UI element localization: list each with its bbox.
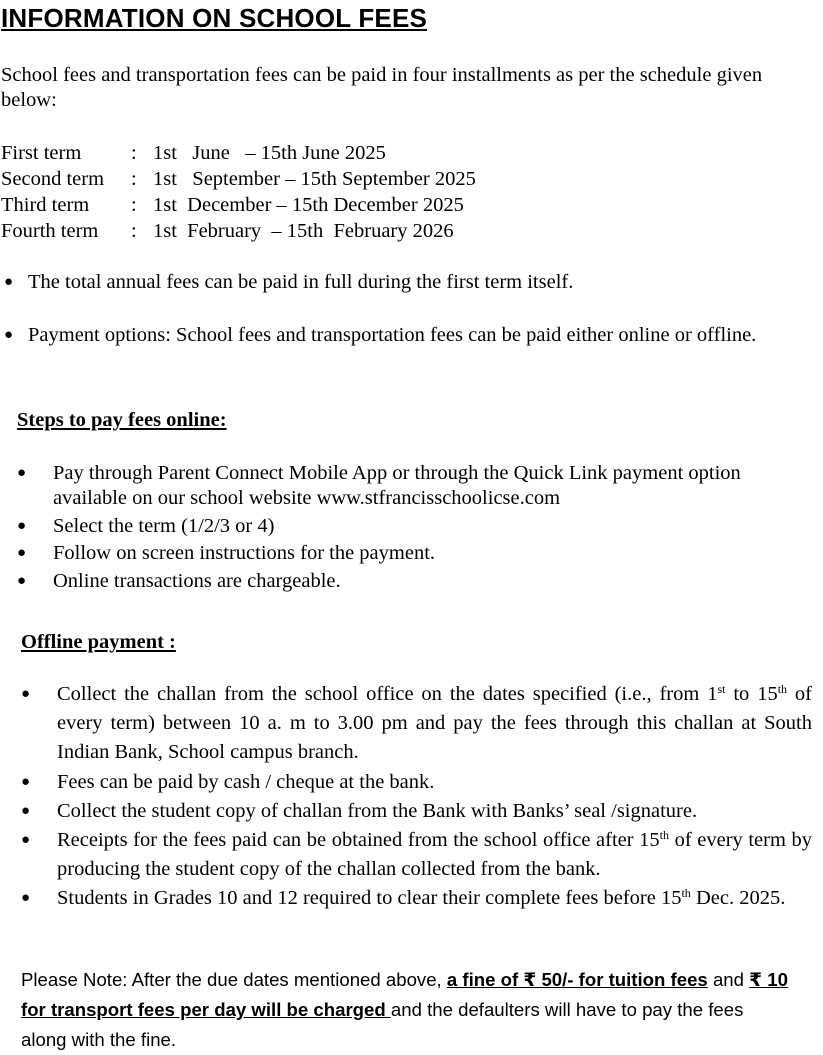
- fine-notice: [21, 965, 791, 1055]
- bullet-icon: ●: [4, 327, 14, 343]
- bullet-text: Pay through Parent Connect Mobile App or through the Quick Link payment option available on our school website www.stfrancisschoolicse.com: [53, 462, 741, 509]
- term-dates: 1st September – 15th September 2025: [153, 168, 476, 190]
- term-row-third: [1, 192, 476, 218]
- list-item-offline-step: [21, 768, 812, 797]
- list-item-online-step: [17, 541, 812, 566]
- bullet-icon: ●: [21, 832, 31, 848]
- term-colon: :: [131, 194, 137, 216]
- tuition-fine-text: a fine of ₹ 50/- for tuition fees: [446, 969, 708, 990]
- term-name: Third term: [1, 194, 90, 216]
- list-item-offline-step: [21, 884, 812, 913]
- note-mid: and: [707, 969, 750, 990]
- list-item-payment-options: [4, 323, 794, 348]
- bullet-icon: ●: [21, 890, 31, 906]
- text-run: Students in Grades 10 and 12 required to clear their complete fees before 15: [57, 887, 682, 909]
- term-name: Fourth term: [1, 220, 99, 242]
- term-row-first: [1, 140, 476, 166]
- bullet-icon: ●: [17, 545, 27, 561]
- bullet-text: Online transactions are chargeable.: [53, 570, 341, 592]
- term-row-fourth: [1, 218, 476, 244]
- note-tail: and the defaulters will have to pay the fees along with the fine.: [21, 999, 744, 1050]
- term-row-second: [1, 166, 476, 192]
- bullet-icon: ●: [17, 518, 27, 534]
- superscript: th: [659, 828, 670, 842]
- list-item-offline-step: [21, 826, 812, 884]
- term-name: Second term: [1, 168, 105, 190]
- bullet-text: Select the term (1/2/3 or 4): [53, 515, 275, 537]
- bullet-text: Payment options: School fees and transportation fees can be paid either online or offline.: [28, 324, 757, 346]
- text-run: Collect the challan from the school office on the dates specified (i.e., from 1: [57, 683, 718, 705]
- list-item-offline-step: [21, 680, 812, 767]
- bullet-text: Fees can be paid by cash / cheque at the bank.: [57, 771, 435, 793]
- text-run: to 15: [725, 683, 778, 705]
- term-dates: 1st December – 15th December 2025: [153, 194, 464, 216]
- bullet-text: [57, 884, 812, 913]
- text-run: Dec. 2025.: [690, 887, 786, 909]
- bullet-icon: ●: [21, 803, 31, 819]
- offline-payment-heading: Offline payment :: [21, 631, 176, 653]
- note-lead: Please Note: After the due dates mentioned above,: [21, 969, 447, 990]
- online-steps-heading: Steps to pay fees online:: [17, 409, 227, 431]
- text-run: Receipts for the fees paid can be obtained from the school office after 15: [57, 829, 660, 851]
- term-colon: :: [131, 168, 137, 190]
- superscript: th: [777, 682, 788, 696]
- list-item-online-step: [17, 461, 812, 511]
- text-run: of every term by producing the student copy of the challan collected from the bank.: [57, 829, 813, 880]
- transport-fine-text: ₹ 10 for transport fees per day will be charged: [21, 969, 788, 1020]
- bullet-icon: ●: [17, 573, 27, 589]
- bullet-text: The total annual fees can be paid in full during the first term itself.: [28, 271, 574, 293]
- list-item-online-step: [17, 514, 812, 539]
- list-item-online-step: [17, 569, 812, 594]
- bullet-text: Collect the student copy of challan from the Bank with Banks’ seal /signature.: [57, 800, 698, 822]
- bullet-icon: ●: [4, 274, 14, 290]
- term-colon: :: [131, 220, 137, 242]
- term-dates: 1st February – 15th February 2026: [153, 220, 454, 242]
- bullet-icon: ●: [17, 465, 27, 481]
- page-title: INFORMATION ON SCHOOL FEES: [1, 3, 428, 33]
- term-schedule: [1, 140, 476, 244]
- bullet-text: Follow on screen instructions for the payment.: [53, 542, 436, 564]
- term-name: First term: [1, 142, 82, 164]
- superscript: st: [717, 682, 726, 696]
- list-item-full-payment: [4, 270, 794, 295]
- term-colon: :: [131, 142, 137, 164]
- text-run: of every term) between 10 a. m to 3.00 pm and pay the fees through this challan at South Indian Bank, School campus branch.: [57, 683, 813, 763]
- list-item-offline-step: [21, 797, 812, 826]
- bullet-text: [57, 680, 812, 767]
- intro-paragraph: School fees and transportation fees can be paid in four installments as per the schedule given below:: [1, 64, 763, 111]
- superscript: th: [681, 886, 691, 900]
- term-dates: 1st June – 15th June 2025: [153, 142, 386, 164]
- bullet-icon: ●: [21, 774, 31, 790]
- bullet-icon: ●: [21, 686, 31, 702]
- bullet-text: [57, 826, 812, 884]
